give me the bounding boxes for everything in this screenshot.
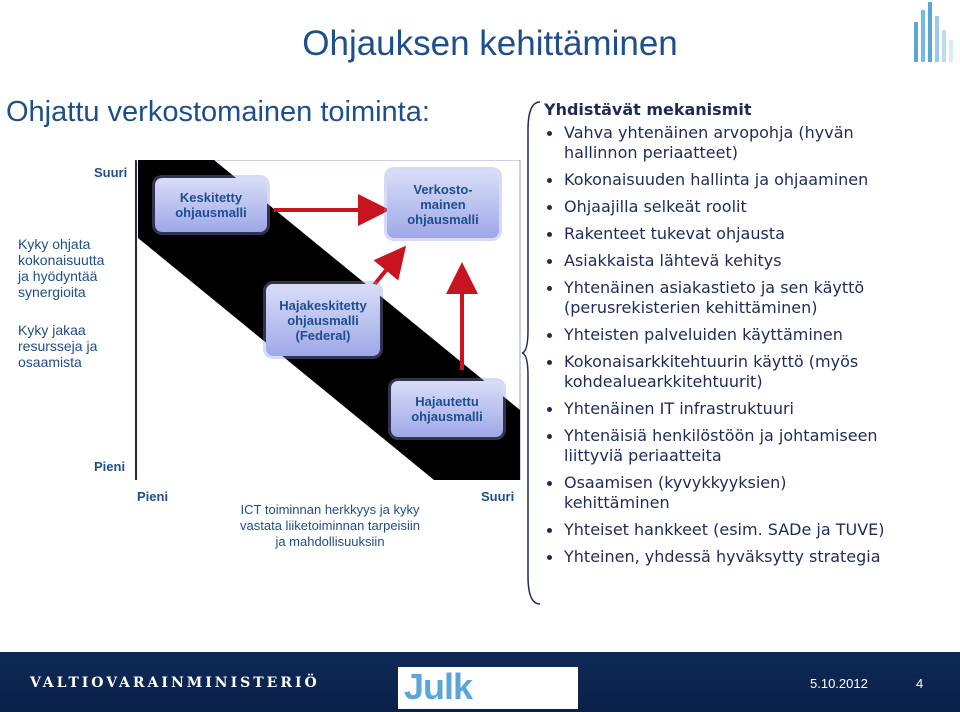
box-verkostomainen: Verkosto- mainen ohjausmalli xyxy=(387,170,499,238)
mechanism-item: Ohjaajilla selkeät roolit xyxy=(540,197,950,217)
x-axis-caption: ICT toiminnan herkkyys ja kyky vastata liiketoiminnan tarpeisiin ja mahdollisuuksiin xyxy=(240,502,420,549)
mechanism-item: Yhtenäinen asiakastieto ja sen käyttö (perusrekisterien kehittäminen) xyxy=(540,278,950,318)
y-axis-low-label: Pieni xyxy=(94,459,126,474)
section-subtitle: Ohjattu verkostomainen toiminta: xyxy=(6,96,430,128)
y-axis-label-resources: Kyky jakaa resursseja ja osaamista xyxy=(18,322,98,370)
brace-icon xyxy=(522,100,542,606)
mechanisms-title: Yhdistävät mekanismit xyxy=(544,100,752,119)
mechanisms-list xyxy=(540,123,950,567)
box-hajautettu: Hajautettu ohjausmalli xyxy=(391,381,503,437)
mechanism-item: Yhtenäisiä henkilöstöön ja johtamiseen liittyviä periaatteita xyxy=(540,426,950,466)
box-hajakeskitetty: Hajakeskitetty ohjausmalli (Federal) xyxy=(266,284,380,356)
mechanism-item: Kokonaisarkkitehtuurin käyttö (myös kohdealuearkkitehtuurit) xyxy=(540,352,950,392)
mechanism-item: Asiakkaista lähtevä kehitys xyxy=(540,251,950,271)
y-axis-label-synergy: Kyky ohjata kokonaisuutta ja hyödyntää synergioita xyxy=(18,236,105,300)
mechanism-item: Yhteinen, yhdessä hyväksytty strategia xyxy=(540,547,950,567)
corner-logo-icon xyxy=(906,0,960,80)
x-axis-low-label: Pieni xyxy=(137,489,169,504)
x-axis-high-label: Suuri xyxy=(481,489,515,504)
mechanism-item: Yhteiset hankkeet (esim. SADe ja TUVE) xyxy=(540,520,950,540)
mechanism-item: Vahva yhtenäinen arvopohja (hyvän hallinnon periaatteet) xyxy=(540,123,950,163)
mechanisms-panel xyxy=(540,100,950,574)
y-axis-high-label: Suuri xyxy=(94,165,128,180)
arrow-diagonal xyxy=(374,258,396,285)
mechanism-item: Yhtenäinen IT infrastruktuuri xyxy=(540,399,950,419)
ministry-logo-text: VALTIOVARAINMINISTERIÖ xyxy=(30,675,320,691)
mechanism-item: Yhteisten palveluiden käyttäminen xyxy=(540,325,950,345)
box-keskitetty: Keskitetty ohjausmalli xyxy=(155,178,267,232)
mechanism-item: Kokonaisuuden hallinta ja ohjaaminen xyxy=(540,170,950,190)
julk-logo: Julk xyxy=(404,666,473,707)
page-title: Ohjauksen kehittäminen xyxy=(302,24,678,63)
footer-date: 5.10.2012 xyxy=(810,676,868,691)
page-number: 4 xyxy=(916,676,924,691)
mechanism-item: Osaamisen (kyvykkyyksien) kehittäminen xyxy=(540,473,950,513)
mechanism-item: Rakenteet tukevat ohjausta xyxy=(540,224,950,244)
